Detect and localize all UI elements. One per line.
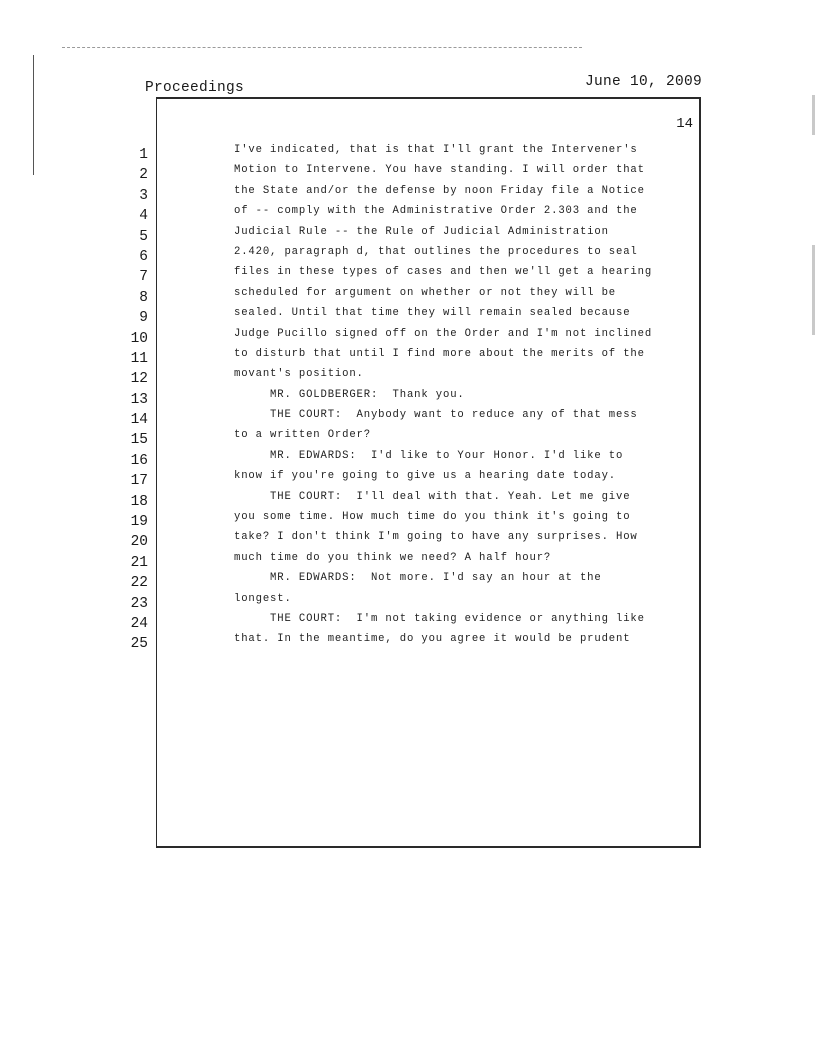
line-number: 1 <box>139 147 148 163</box>
transcript-line: THE COURT: I'm not taking evidence or anything like <box>234 612 645 625</box>
transcript-line: know if you're going to give us a hearing date today. <box>234 470 616 483</box>
scan-artifact-left-mark <box>33 55 34 175</box>
line-number-column <box>108 145 148 655</box>
line-number: 18 <box>130 493 148 510</box>
line-number: 5 <box>139 228 148 245</box>
line-number: 11 <box>130 350 148 367</box>
transcript-line: to disturb that until I find more about the merits of the <box>234 347 645 360</box>
transcript-line: I've indicated, that is that I'll grant the Intervener's <box>234 144 638 156</box>
line-number: 19 <box>130 514 148 531</box>
transcript-line: longest. <box>234 592 292 605</box>
transcript-line: MR. EDWARDS: I'd like to Your Honor. I'd like to <box>234 449 624 462</box>
header-date: June 10, 2009 <box>584 74 702 90</box>
transcript-line: THE COURT: I'll deal with that. Yeah. Let me give <box>234 490 631 503</box>
line-number: 23 <box>130 595 148 612</box>
transcript-line: scheduled for argument on whether or not they will be <box>234 286 616 299</box>
scan-artifact-top-line <box>62 47 582 48</box>
page-number: 14 <box>676 116 693 132</box>
transcript-line: the State and/or the defense by noon Friday file a Notice <box>234 184 645 197</box>
scan-artifact-right-speck <box>812 245 815 335</box>
line-number: 14 <box>130 412 148 429</box>
transcript-line: Judge Pucillo signed off on the Order and I'm not inclined <box>234 327 653 340</box>
header-title: Proceedings <box>145 80 245 96</box>
line-number: 22 <box>130 575 148 592</box>
line-number: 12 <box>130 371 148 388</box>
line-number: 16 <box>130 452 148 469</box>
transcript-body <box>234 140 704 650</box>
line-number: 8 <box>139 289 148 306</box>
transcript-line: MR. EDWARDS: Not more. I'd say an hour at the <box>234 572 602 585</box>
line-number: 2 <box>139 167 148 184</box>
transcript-line: you some time. How much time do you think it's going to <box>234 511 631 524</box>
transcript-line: sealed. Until that time they will remain sealed because <box>234 307 631 320</box>
line-number: 25 <box>130 636 148 653</box>
line-number: 20 <box>130 534 148 551</box>
transcript-line: of -- comply with the Administrative Order 2.303 and the <box>234 205 638 218</box>
transcript-line: Motion to Intervene. You have standing. I will order that <box>234 164 645 177</box>
transcript-line: much time do you think we need? A half hour? <box>234 551 552 564</box>
transcript-line: take? I don't think I'm going to have any surprises. How <box>234 531 638 544</box>
line-number: 24 <box>130 615 148 632</box>
line-number: 6 <box>139 248 148 265</box>
scan-artifact-right-speck <box>812 95 815 135</box>
transcript-line: that. In the meantime, do you agree it would be prudent <box>234 633 631 646</box>
transcript-line: THE COURT: Anybody want to reduce any of that mess <box>234 409 638 422</box>
line-number: 9 <box>139 310 148 327</box>
transcript-line: MR. GOLDBERGER: Thank you. <box>234 388 465 401</box>
transcript-line: 2.420, paragraph d, that outlines the procedures to seal <box>234 245 638 258</box>
line-number: 15 <box>130 432 148 449</box>
line-number: 3 <box>139 187 148 204</box>
line-number: 13 <box>130 391 148 408</box>
transcript-line: movant's position. <box>234 368 364 381</box>
transcript-line: files in these types of cases and then we'll get a hearing <box>234 266 653 279</box>
transcript-line: to a written Order? <box>234 429 371 442</box>
line-number: 10 <box>130 330 148 347</box>
line-number: 4 <box>139 208 148 225</box>
line-number: 17 <box>130 473 148 490</box>
transcript-line: Judicial Rule -- the Rule of Judicial Administration <box>234 225 609 238</box>
line-number: 21 <box>130 554 148 571</box>
line-number: 7 <box>139 269 148 286</box>
